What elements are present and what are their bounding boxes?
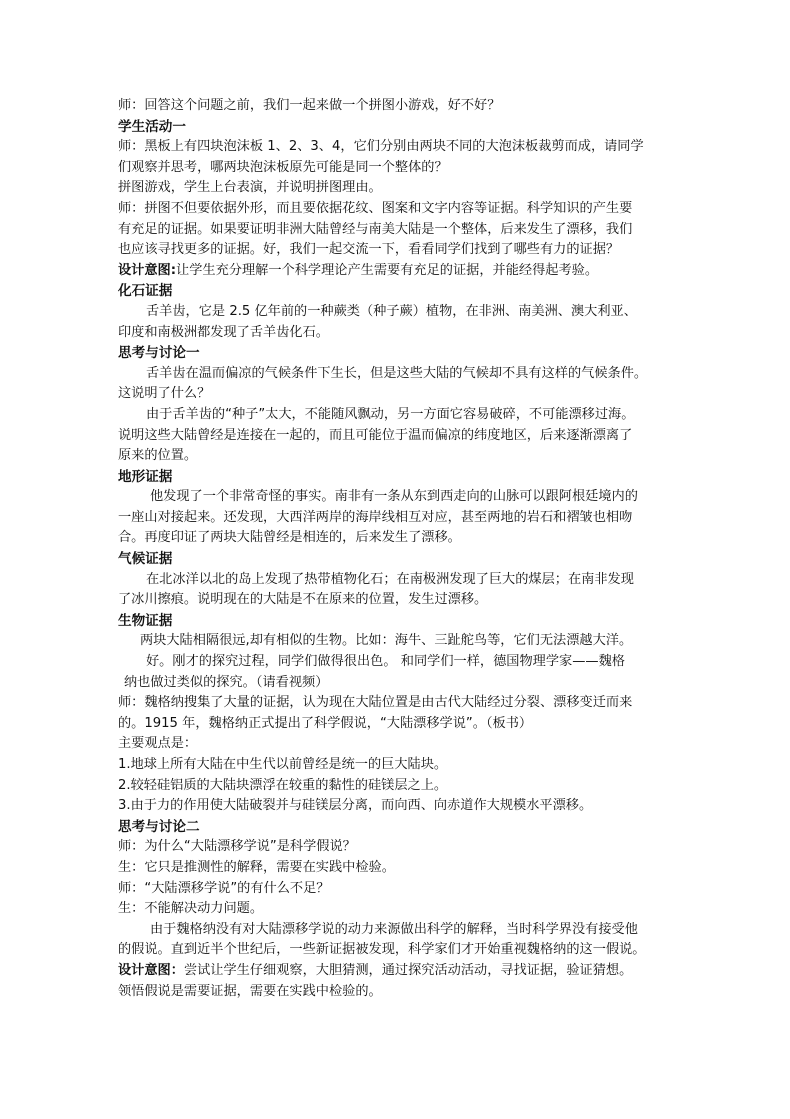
- text-line: 2.较轻硅铝质的大陆块漂浮在较重的黏性的硅镁层之上。: [118, 777, 448, 793]
- design-intent-text: 让学生充分理解一个科学理论产生需要有充足的证据，并能经得起考验。: [176, 262, 599, 278]
- text-line: 舌羊齿，它是 2.5 亿年前的一种蕨类（种子蕨）植物，在非洲、南美洲、澳大利亚、: [146, 303, 637, 319]
- text-line: 一座山对接起来。还发现，大西洋两岸的海岸线相互对应，甚至两地的岩石和褶皱也相吻: [118, 509, 633, 525]
- text-line: 在北冰洋以北的岛上发现了热带植物化石；在南极洲发现了巨大的煤层；在南非发现: [146, 571, 634, 587]
- text-line: 师：“大陆漂移学说”的有什么不足？: [118, 880, 330, 896]
- text-line: 师：为什么“大陆漂移学说”是科学假说？: [118, 839, 356, 855]
- text-line: 师：拼图不但要依据外形，而且要依据花纹、图案和文字内容等证据。科学知识的产生要: [118, 200, 633, 216]
- design-intent-line: [118, 261, 678, 282]
- design-intent-text: 尝试让学生仔细观察，大胆猜测，通过探究活动活动，寻找证据，验证猜想。: [183, 962, 633, 978]
- text-line: 两块大陆相隔很远,却有相似的生物。比如：海牛、三趾舵鸟等，它们无法漂越大洋。: [140, 633, 633, 649]
- text-line: 纳也做过类似的探究。（请看视频）: [124, 674, 329, 690]
- section-heading: 思考与讨论二: [118, 818, 200, 835]
- text-line: 3.由于力的作用使大陆破裂并与硅镁层分离，而向西、向赤道作大规模水平漂移。: [118, 798, 593, 814]
- text-line: 由于魏格纳没有对大陆漂移学说的动力来源做出科学的解释，当时科学界没有接受他: [150, 921, 638, 937]
- section-heading: 气候证据: [118, 551, 173, 568]
- text-line: 1.地球上所有大陆在中生代以前曾经是统一的巨大陆块。: [118, 757, 448, 772]
- text-line: 舌羊齿在温而偏凉的气候条件下生长，但是这些大陆的气候却不具有这样的气候条件。: [146, 365, 648, 381]
- text-line: 有充足的证据。如果要证明非洲大陆曾经与南美大陆是一个整体，后来发生了漂移，我们: [118, 221, 633, 237]
- text-line: 好。刚才的探究过程，同学们做得很出色。 和同学们一样，德国物理学家——魏格: [146, 654, 625, 670]
- text-line: 领悟假说是需要证据，需要在实践中检验的。: [118, 983, 382, 999]
- design-intent-label: 设计意图：: [118, 962, 184, 978]
- text-line: 这说明了什么？: [118, 386, 211, 402]
- text-line: 师：回答这个问题之前，我们一起来做一个拼图小游戏，好不好？: [118, 98, 501, 113]
- text-line: 生：它只是推测性的解释，需要在实践中检验。: [118, 859, 395, 875]
- document-page: [118, 96, 678, 1002]
- section-heading: 化石证据: [118, 283, 173, 300]
- text-line: 主要观点是：: [118, 736, 198, 752]
- text-line: 的假说。直到近半个世纪后，一些新证据被发现，科学家们才开始重视魏格纳的这一假说。: [118, 942, 646, 958]
- text-line: 也应该寻找更多的证据。好，我们一起交流一下，看看同学们找到了哪些有力的证据？: [118, 242, 620, 258]
- text-line: 生：不能解决动力问题。: [118, 901, 264, 917]
- section-heading: 生物证据: [118, 612, 173, 629]
- text-line: 的。1915 年，魏格纳正式提出了科学假说，“大陆漂移学说”。（板书）: [118, 715, 533, 731]
- text-line: 了冰川擦痕。说明现在的大陆是不在原来的位置，发生过漂移。: [118, 592, 488, 608]
- text-line: 拼图游戏，学生上台表演，并说明拼图理由。: [118, 180, 382, 196]
- section-heading: 思考与讨论一: [118, 345, 200, 362]
- text-line: 们观察并思考，哪两块泡沫板原先可能是同一个整体的？: [118, 159, 448, 175]
- text-line: 说明这些大陆曾经是连接在一起的，而且可能位于温而偏凉的纬度地区，后来逐渐漂离了: [118, 427, 633, 443]
- text-line: 师：魏格纳搜集了大量的证据，认为现在大陆位置是由古代大陆经过分裂、漂移变迁而来: [118, 695, 633, 711]
- text-line: 师：黑板上有四块泡沫板 1、2、3、4，它们分别由两块不同的大泡沫板裁剪而成，请同学: [118, 139, 644, 155]
- design-intent-line: [118, 961, 678, 982]
- text-line: 他发现了一个非常奇怪的事实。南非有一条从东到西走向的山脉可以跟阿根廷境内的: [150, 489, 638, 505]
- design-intent-label: 设计意图:: [118, 262, 177, 278]
- section-heading: 地形证据: [118, 468, 173, 485]
- text-line: 印度和南极洲都发现了舌羊齿化石。: [118, 324, 329, 340]
- text-line: 由于舌羊齿的“种子”太大，不能随风飘动，另一方面它容易破碎，不可能漂移过海。: [146, 406, 635, 422]
- text-line: 合。再度印证了两块大陆曾经是相连的，后来发生了漂移。: [118, 530, 461, 546]
- text-line: 原来的位置。: [118, 448, 198, 464]
- section-heading: 学生活动一: [118, 118, 186, 135]
